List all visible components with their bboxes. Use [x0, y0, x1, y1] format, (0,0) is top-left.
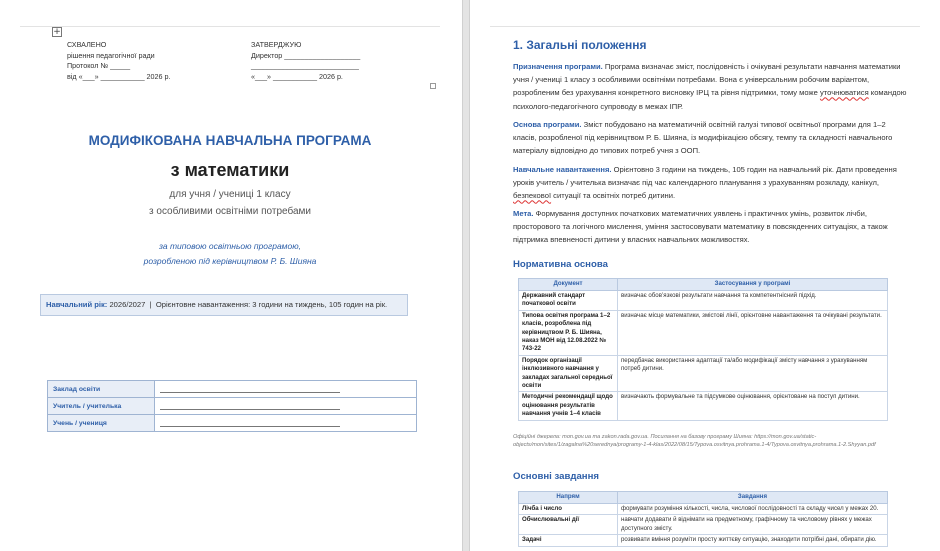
spellcheck-word[interactable]: уточнюватися [819, 88, 869, 98]
academic-year-label: Навчальний рік: [46, 300, 108, 309]
section-heading: 1. Загальні положення [513, 38, 647, 52]
sources-note: Офіційні джерела: mon.gov.ua та zakon.rada.gov.ua. Посилання на базову програму Шияна: https://mon.gov.ua/static-objects/mon/sites/1/zagalna%20serednya/programy-1-4-klas/2022/08/15/Typova.osvitnya.prohrama.1-4/Typova.osvitnya.prohrama.1-2.Shyyan.pdf [513, 434, 876, 449]
load-text-tail: ситуації та освітніх потреб дитини. [551, 191, 676, 201]
doc-use-cell: визначають формувальне та підсумкове оцінювання, орієнтоване на поступ дитини. [618, 392, 888, 420]
normative-table [518, 278, 888, 421]
info-field-student[interactable] [155, 415, 417, 432]
table-row [519, 535, 888, 546]
table-row [519, 515, 888, 535]
info-label-school: Заклад освіти [48, 381, 155, 398]
info-label-student: Учень / учениця [48, 415, 155, 432]
doc-name-cell: Державний стандарт початкової освіти [519, 291, 618, 311]
doc-use-cell: передбачає використання адаптації та/або модифікації змісту навчання з урахуванням потреб дитини. [618, 355, 888, 392]
document-page-1 [0, 0, 462, 551]
spellcheck-word[interactable]: безпекової [513, 191, 552, 201]
table-row [519, 355, 888, 392]
doc-use-cell: визначає обов’язкові результати навчання та компетентнісний підхід. [618, 291, 888, 311]
ratify-stamp-line: ___________________________ [251, 61, 359, 70]
approval-stamp-line: Протокол № _____ [67, 61, 131, 70]
load-paragraph [513, 163, 908, 203]
approval-stamp-line: рішення педагогічної ради [67, 50, 155, 60]
ratify-stamp [251, 40, 360, 82]
task-text-cell: формувати розуміння кількості, числа, числової послідовності та складу чисел у межах 20. [618, 504, 888, 515]
purpose-tail: командою психолого-педагогічного супроводу в межах ІПР. [513, 88, 907, 111]
info-field-school[interactable] [155, 381, 417, 398]
page-top-rule [20, 26, 440, 27]
basis-paragraph [513, 118, 908, 158]
table-row [519, 291, 888, 311]
academic-year-box [40, 294, 408, 316]
task-direction-cell: Задачі [519, 535, 618, 546]
approval-stamp-title: СХВАЛЕНО [67, 40, 107, 49]
table-header-row [519, 279, 888, 291]
goal-lead: Мета. [513, 209, 534, 218]
program-needs: з особливими освітніми потребами [149, 206, 311, 217]
ratify-stamp-line: Директор ___________________ [251, 50, 361, 60]
task-text-cell: навчати додавати й віднімати на предметному, графічному та числовому рівнях у межах доступного змісту. [618, 515, 888, 535]
table-resize-handle-icon[interactable] [430, 83, 436, 89]
program-title: МОДИФІКОВАНА НАВЧАЛЬНА ПРОГРАМА [88, 133, 372, 148]
program-audience: для учня / учениці 1 класу [169, 189, 291, 200]
purpose-text: Програма визначає зміст, послідовність і очікувані результати навчання математики учня / учениці 1 класу з особливими освітніми потребами. Вона є універсальним робочим варіантом, розробленим без урахування конкретного висновку ІРЦ та рівня підтримки, тому може [513, 62, 901, 98]
column-header: Документ [519, 279, 618, 291]
program-basis-line: за типовою освітньою програмою, [159, 241, 301, 251]
info-label-teacher: Учитель / учителька [48, 398, 155, 415]
column-header: Завдання [618, 492, 888, 504]
program-basis-author: розробленою під керівництвом Р. Б. Шияна [143, 256, 317, 266]
task-direction-cell: Лічба і число [519, 504, 618, 515]
table-row [519, 504, 888, 515]
info-table [47, 380, 417, 432]
basis-lead: Основа програми. [513, 120, 582, 129]
table-row [48, 398, 417, 415]
tasks-table [518, 491, 888, 547]
purpose-lead: Призначення програми. [513, 62, 603, 71]
table-move-handle-icon[interactable]: + [53, 27, 61, 37]
info-field-teacher[interactable] [155, 398, 417, 415]
separator: | [149, 300, 152, 309]
table-header-row [519, 492, 888, 504]
basis-text: Зміст побудовано на математичній освітній галузі типової освітньої програми для 1–2 класів, розробленої під керівництвом Р. Б. Шияна, із модифікацією обсягу, темпу та складності навчального матеріалу відповідно до типових потреб учня з ООП. [513, 120, 893, 156]
document-page-2 [470, 0, 940, 551]
purpose-paragraph [513, 60, 908, 113]
doc-use-cell: визначає місце математики, змістові лінії, орієнтовне навантаження та очікувані результати. [618, 310, 888, 355]
column-header: Застосування у програмі [618, 279, 888, 291]
academic-year-value: 2026/2027 [109, 300, 146, 309]
doc-name-cell: Методичні рекомендації щодо оцінювання результатів навчання учнів 1–4 класів [519, 392, 618, 420]
table-row [48, 381, 417, 398]
column-header: Напрям [519, 492, 618, 504]
load-lead: Навчальне навантаження. [513, 165, 612, 174]
load-text: Орієнтовне навантаження: 3 години на тиждень, 105 годин на рік. [155, 300, 388, 309]
table-row [519, 310, 888, 355]
tasks-heading: Основні завдання [513, 471, 599, 482]
task-text-cell: розвивати вміння розуміти просту життєву ситуацію, знаходити потрібні дані, обирати дію. [618, 535, 888, 546]
goal-paragraph [513, 207, 908, 247]
program-subject: з математики [170, 160, 290, 180]
ratify-stamp-title: ЗАТВЕРДЖУЮ [251, 40, 302, 49]
approval-stamp-line: від «___» ___________ 2026 р. [67, 71, 171, 81]
table-row [519, 392, 888, 420]
page-gap [462, 0, 470, 551]
goal-text: Формування доступних початкових математичних уявлень і практичних умінь, розвиток лічби, просторового та логічного мислення, уміння застосовувати математику в повсякденних ситуаціях, а також підтримка впевненості дитини у власних навчальних можливостях. [513, 209, 888, 245]
table-row [48, 415, 417, 432]
ratify-stamp-line: «___» ___________ 2026 р. [251, 71, 343, 81]
page-top-rule [490, 26, 920, 27]
doc-name-cell: Типова освітня програма 1–2 класів, розроблена під керівництвом Р. Б. Шияна, наказ МОН від 12.08.2022 № 743-22 [519, 310, 618, 355]
doc-name-cell: Порядок організації інклюзивного навчання у закладах загальної середньої освіти [519, 355, 618, 392]
normative-heading: Нормативна основа [513, 259, 608, 270]
load-text: Орієнтовно 3 години на тиждень, 105 годин на навчальний рік. Дати проведення уроків учитель / учителька визначає під час календарного планування з урахуванням розкладу, канікул, [513, 165, 897, 188]
task-direction-cell: Обчислювальні дії [519, 515, 618, 535]
approval-stamp [67, 40, 171, 82]
